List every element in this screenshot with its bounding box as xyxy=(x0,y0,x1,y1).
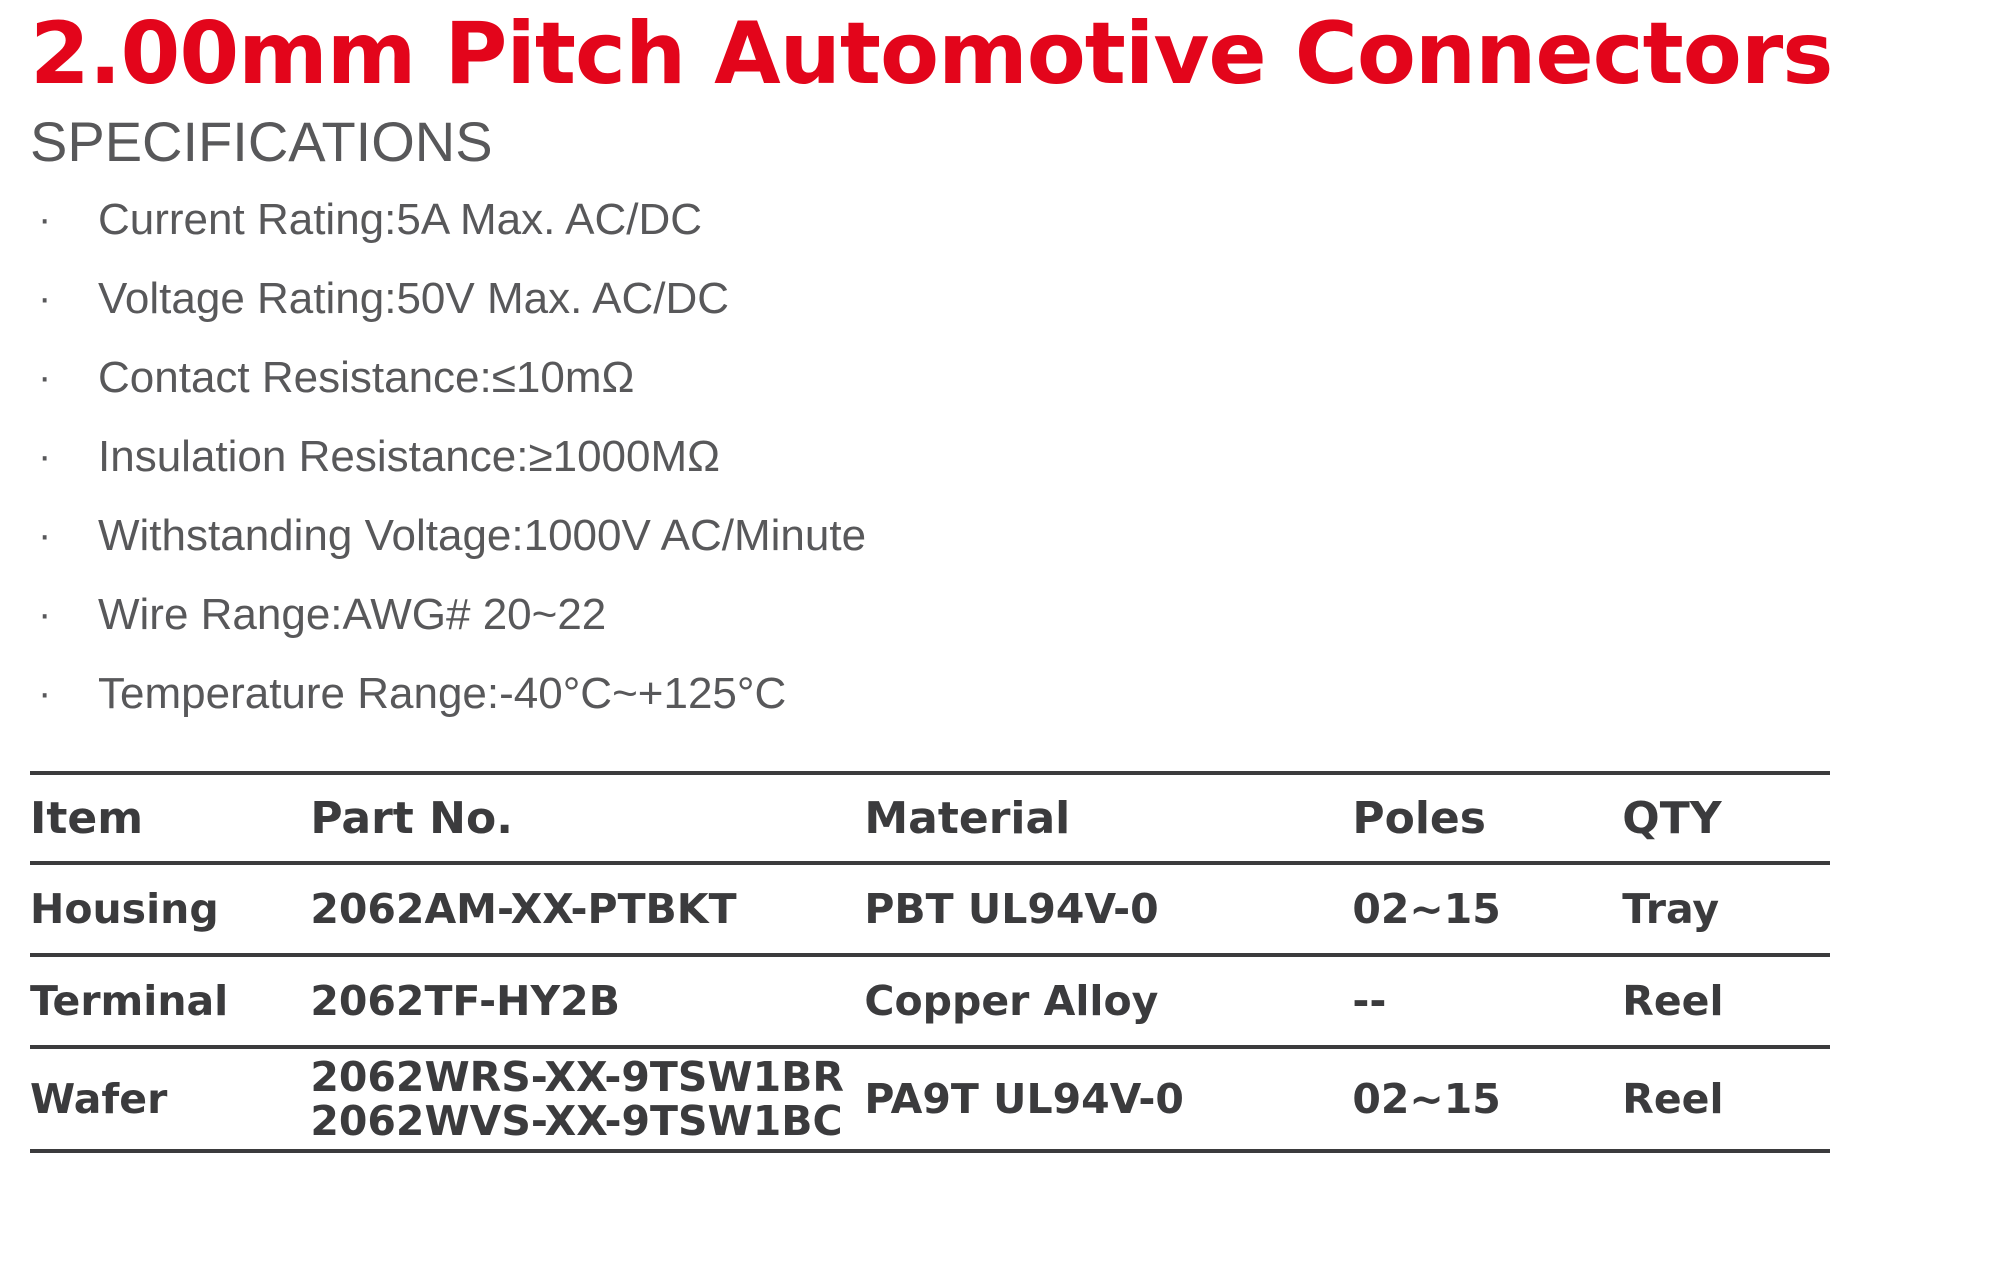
table-row xyxy=(30,863,1830,955)
table-header-row xyxy=(30,773,1830,863)
cell-item: Wafer xyxy=(30,1047,310,1151)
bullet-icon: · xyxy=(38,434,52,478)
cell-part-no: 2062AM-XX-PTBKT xyxy=(310,863,864,955)
table-header xyxy=(30,773,1830,863)
column-header-material: Material xyxy=(864,773,1352,863)
cell-part-no-line-1: 2062WRS-XX-9TSW1BR xyxy=(310,1053,844,1101)
cell-material: PA9T UL94V-0 xyxy=(864,1047,1352,1151)
specifications-heading: SPECIFICATIONS xyxy=(30,110,493,173)
parts-table xyxy=(30,771,1830,1153)
cell-item: Housing xyxy=(30,863,310,955)
list-item-label: Voltage Rating:50V Max. AC/DC xyxy=(98,274,729,323)
list-item-label: Insulation Resistance:≥1000MΩ xyxy=(98,432,721,481)
bullet-icon: · xyxy=(38,355,52,399)
bullet-icon: · xyxy=(38,276,52,320)
table-body xyxy=(30,863,1830,1151)
cell-part-no: 2062TF-HY2B xyxy=(310,955,864,1047)
cell-poles: 02~15 xyxy=(1352,863,1622,955)
cell-poles: -- xyxy=(1352,955,1622,1047)
bullet-icon: · xyxy=(38,513,52,557)
column-header-item: Item xyxy=(30,773,310,863)
list-item xyxy=(30,338,1981,417)
column-header-part-no: Part No. xyxy=(310,773,864,863)
cell-poles: 02~15 xyxy=(1352,1047,1622,1151)
parts-table-container xyxy=(30,771,1981,1153)
list-item-label: Wire Range:AWG# 20~22 xyxy=(98,590,607,639)
list-item xyxy=(30,575,1981,654)
cell-qty: Reel xyxy=(1622,955,1830,1047)
list-item xyxy=(30,496,1981,575)
column-header-poles: Poles xyxy=(1352,773,1622,863)
list-item xyxy=(30,259,1981,338)
cell-qty: Tray xyxy=(1622,863,1830,955)
cell-part-no-line-2: 2062WVS-XX-9TSW1BC xyxy=(310,1097,843,1145)
page-title: 2.00mm Pitch Automotive Connectors xyxy=(30,4,1833,104)
list-item xyxy=(30,654,1981,733)
list-item xyxy=(30,180,1981,259)
list-item-label: Temperature Range:-40°C~+125°C xyxy=(98,669,787,718)
specifications-list xyxy=(30,180,1981,733)
cell-qty: Reel xyxy=(1622,1047,1830,1151)
list-item-label: Contact Resistance:≤10mΩ xyxy=(98,353,635,402)
table-row xyxy=(30,1047,1830,1151)
cell-item: Terminal xyxy=(30,955,310,1047)
cell-material: Copper Alloy xyxy=(864,955,1352,1047)
table-row xyxy=(30,955,1830,1047)
list-item xyxy=(30,417,1981,496)
bullet-icon: · xyxy=(38,197,52,241)
list-item-label: Current Rating:5A Max. AC/DC xyxy=(98,195,703,244)
bullet-icon: · xyxy=(38,592,52,636)
column-header-qty: QTY xyxy=(1622,773,1830,863)
cell-material: PBT UL94V-0 xyxy=(864,863,1352,955)
list-item-label: Withstanding Voltage:1000V AC/Minute xyxy=(98,511,867,560)
cell-part-no xyxy=(310,1047,864,1151)
bullet-icon: · xyxy=(38,671,52,715)
